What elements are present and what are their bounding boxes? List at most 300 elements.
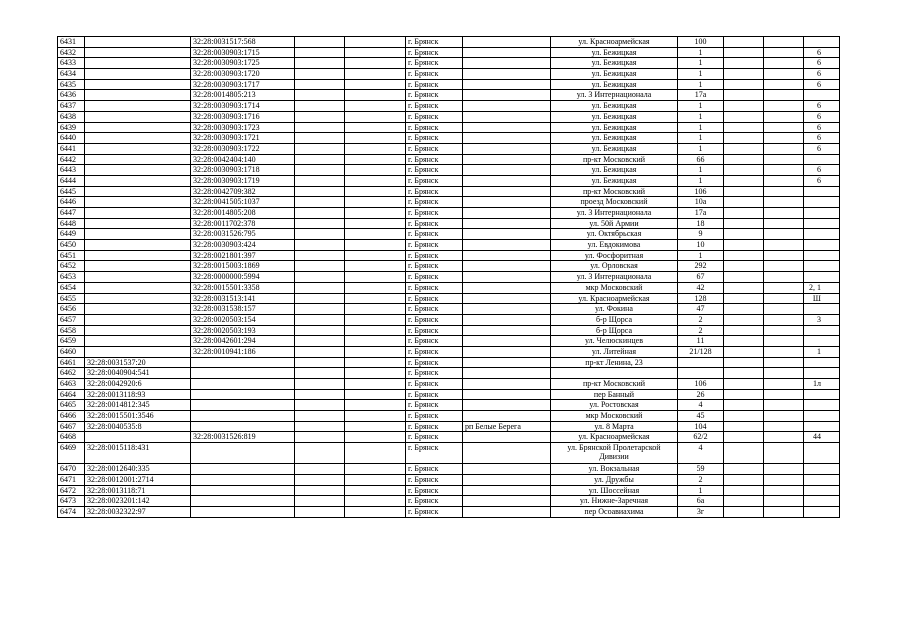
row-number: 6457 (58, 314, 85, 325)
house-number: 1 (678, 250, 724, 261)
extra-number (804, 496, 840, 507)
cadastral-number-b: 32:28:0020503:193 (191, 325, 295, 336)
empty-col-a (295, 143, 345, 154)
row-number: 6460 (58, 346, 85, 357)
cadastral-number-b (191, 506, 295, 517)
extra-number (804, 411, 840, 422)
empty-col-d (764, 336, 804, 347)
empty-col-c (724, 474, 764, 485)
empty-col-b (345, 432, 406, 443)
empty-col-a (295, 218, 345, 229)
extra-number: 3 (804, 314, 840, 325)
empty-col-d (764, 272, 804, 283)
empty-col-b (345, 69, 406, 80)
empty-col-a (295, 47, 345, 58)
empty-col-d (764, 122, 804, 133)
cadastral-number-b: 32:28:0030903:1723 (191, 122, 295, 133)
row-number: 6442 (58, 154, 85, 165)
city: г. Брянск (406, 443, 463, 464)
empty-col-b (345, 218, 406, 229)
table-row (58, 58, 840, 69)
empty-col-b (345, 389, 406, 400)
empty-col-a (295, 69, 345, 80)
house-number: 66 (678, 154, 724, 165)
cadastral-number-a (85, 325, 191, 336)
house-number: 45 (678, 411, 724, 422)
settlement (463, 506, 551, 517)
empty-col-b (345, 421, 406, 432)
cadastral-number-b (191, 485, 295, 496)
settlement (463, 197, 551, 208)
city: г. Брянск (406, 154, 463, 165)
table-row (58, 282, 840, 293)
settlement (463, 314, 551, 325)
settlement (463, 400, 551, 411)
empty-col-c (724, 208, 764, 219)
empty-col-d (764, 111, 804, 122)
row-number: 6469 (58, 443, 85, 464)
cadastral-number-b: 32:28:0042601:294 (191, 336, 295, 347)
cadastral-number-a: 32:28:0042920:6 (85, 379, 191, 390)
settlement (463, 304, 551, 315)
empty-col-c (724, 111, 764, 122)
empty-col-d (764, 443, 804, 464)
extra-number (804, 208, 840, 219)
cadastral-number-b (191, 464, 295, 475)
city: г. Брянск (406, 133, 463, 144)
row-number: 6441 (58, 143, 85, 154)
cadastral-number-b (191, 474, 295, 485)
empty-col-a (295, 133, 345, 144)
empty-col-b (345, 336, 406, 347)
cadastral-number-a (85, 165, 191, 176)
cadastral-number-a (85, 133, 191, 144)
cadastral-number-a (85, 47, 191, 58)
cadastral-number-b: 32:28:0041505:1037 (191, 197, 295, 208)
city: г. Брянск (406, 496, 463, 507)
cadastral-number-b: 32:28:0031517:568 (191, 37, 295, 48)
street: ул. Вокзальная (551, 464, 678, 475)
house-number: 11 (678, 336, 724, 347)
empty-col-d (764, 421, 804, 432)
city: г. Брянск (406, 485, 463, 496)
cadastral-number-b (191, 368, 295, 379)
settlement (463, 101, 551, 112)
cadastral-number-b: 32:28:0030903:1716 (191, 111, 295, 122)
street: ул. Литейная (551, 346, 678, 357)
street: пер Осоавиахима (551, 506, 678, 517)
street: б-р Щорса (551, 314, 678, 325)
cadastral-number-a (85, 111, 191, 122)
settlement (463, 79, 551, 90)
empty-col-c (724, 314, 764, 325)
cadastral-number-b: 32:28:0030903:1719 (191, 175, 295, 186)
house-number: 1 (678, 58, 724, 69)
empty-col-d (764, 186, 804, 197)
house-number: 1 (678, 133, 724, 144)
street: ул. Бежицкая (551, 143, 678, 154)
street: ул. Октябрьская (551, 229, 678, 240)
settlement (463, 261, 551, 272)
empty-col-c (724, 368, 764, 379)
empty-col-c (724, 229, 764, 240)
empty-col-c (724, 37, 764, 48)
cadastral-number-b: 32:28:0030903:424 (191, 240, 295, 251)
extra-number (804, 304, 840, 315)
row-number: 6464 (58, 389, 85, 400)
city: г. Брянск (406, 432, 463, 443)
extra-number: 6 (804, 165, 840, 176)
empty-col-d (764, 250, 804, 261)
cadastral-number-a (85, 432, 191, 443)
empty-col-a (295, 261, 345, 272)
empty-col-a (295, 154, 345, 165)
house-number: 10 (678, 240, 724, 251)
extra-number: 6 (804, 101, 840, 112)
empty-col-d (764, 90, 804, 101)
empty-col-b (345, 506, 406, 517)
empty-col-a (295, 240, 345, 251)
cadastral-number-b (191, 389, 295, 400)
settlement (463, 496, 551, 507)
cadastral-number-b: 32:28:0030903:1715 (191, 47, 295, 58)
table-row (58, 261, 840, 272)
row-number: 6472 (58, 485, 85, 496)
table-row (58, 400, 840, 411)
extra-number (804, 368, 840, 379)
cadastral-number-b: 32:28:0030903:1720 (191, 69, 295, 80)
extra-number: 1л (804, 379, 840, 390)
settlement (463, 186, 551, 197)
cadastral-number-a: 32:28:0031537:20 (85, 357, 191, 368)
empty-col-a (295, 325, 345, 336)
table-row (58, 133, 840, 144)
table-row (58, 47, 840, 58)
city: г. Брянск (406, 261, 463, 272)
empty-col-b (345, 90, 406, 101)
empty-col-c (724, 186, 764, 197)
table-row (58, 443, 840, 464)
extra-number: Ш (804, 293, 840, 304)
settlement (463, 122, 551, 133)
cadastral-number-b: 32:28:0031538:157 (191, 304, 295, 315)
empty-col-b (345, 154, 406, 165)
city: г. Брянск (406, 464, 463, 475)
empty-col-b (345, 272, 406, 283)
house-number: 106 (678, 186, 724, 197)
extra-number (804, 506, 840, 517)
cadastral-number-b: 32:28:0021801:397 (191, 250, 295, 261)
empty-col-a (295, 346, 345, 357)
table-row (58, 346, 840, 357)
settlement (463, 293, 551, 304)
cadastral-number-b: 32:28:0015501:3358 (191, 282, 295, 293)
settlement (463, 69, 551, 80)
city: г. Брянск (406, 272, 463, 283)
city: г. Брянск (406, 58, 463, 69)
settlement (463, 411, 551, 422)
extra-number (804, 464, 840, 475)
empty-col-a (295, 379, 345, 390)
city: г. Брянск (406, 47, 463, 58)
empty-col-c (724, 154, 764, 165)
street: ул. Бежицкая (551, 133, 678, 144)
cadastral-number-a (85, 37, 191, 48)
settlement (463, 90, 551, 101)
table-row (58, 101, 840, 112)
empty-col-c (724, 240, 764, 251)
cadastral-number-a (85, 186, 191, 197)
cadastral-number-a (85, 304, 191, 315)
empty-col-a (295, 175, 345, 186)
cadastral-number-b (191, 496, 295, 507)
empty-col-c (724, 122, 764, 133)
empty-col-d (764, 165, 804, 176)
table-row (58, 506, 840, 517)
street: пр-кт Ленина, 23 (551, 357, 678, 368)
row-number: 6433 (58, 58, 85, 69)
row-number: 6445 (58, 186, 85, 197)
extra-number (804, 229, 840, 240)
row-number: 6456 (58, 304, 85, 315)
cadastral-number-a (85, 293, 191, 304)
row-number: 6468 (58, 432, 85, 443)
city: г. Брянск (406, 122, 463, 133)
row-number: 6451 (58, 250, 85, 261)
city: г. Брянск (406, 368, 463, 379)
city: г. Брянск (406, 208, 463, 219)
settlement (463, 325, 551, 336)
empty-col-b (345, 101, 406, 112)
street: ул. 50й Армии (551, 218, 678, 229)
cadastral-number-a: 32:28:0013118:93 (85, 389, 191, 400)
extra-number (804, 272, 840, 283)
empty-col-d (764, 101, 804, 112)
empty-col-c (724, 506, 764, 517)
house-number: 18 (678, 218, 724, 229)
settlement (463, 154, 551, 165)
row-number: 6459 (58, 336, 85, 347)
cadastral-number-b: 32:28:0030903:1725 (191, 58, 295, 69)
table-row (58, 197, 840, 208)
extra-number: 6 (804, 122, 840, 133)
extra-number (804, 90, 840, 101)
row-number: 6455 (58, 293, 85, 304)
empty-col-a (295, 229, 345, 240)
row-number: 6467 (58, 421, 85, 432)
empty-col-b (345, 175, 406, 186)
table-row (58, 485, 840, 496)
settlement (463, 389, 551, 400)
table-row (58, 37, 840, 48)
settlement (463, 443, 551, 464)
empty-col-a (295, 474, 345, 485)
cadastral-number-b (191, 379, 295, 390)
house-number: 106 (678, 379, 724, 390)
row-number: 6453 (58, 272, 85, 283)
street: проезд Московский (551, 197, 678, 208)
street: ул. Фокина (551, 304, 678, 315)
cadastral-number-a: 32:28:0012001:2714 (85, 474, 191, 485)
street: ул. Бежицкая (551, 58, 678, 69)
empty-col-a (295, 186, 345, 197)
street: ул. 3 Интернационала (551, 272, 678, 283)
empty-col-c (724, 379, 764, 390)
street: пр-кт Московский (551, 154, 678, 165)
empty-col-b (345, 250, 406, 261)
empty-col-c (724, 336, 764, 347)
empty-col-d (764, 175, 804, 186)
table-body (58, 37, 840, 518)
street: пер Банный (551, 389, 678, 400)
empty-col-a (295, 293, 345, 304)
street: ул. 3 Интернационала (551, 208, 678, 219)
house-number: 1 (678, 79, 724, 90)
extra-number (804, 400, 840, 411)
empty-col-a (295, 357, 345, 368)
settlement (463, 218, 551, 229)
city: г. Брянск (406, 346, 463, 357)
house-number: 17а (678, 90, 724, 101)
extra-number: 1 (804, 346, 840, 357)
empty-col-b (345, 122, 406, 133)
empty-col-b (345, 346, 406, 357)
house-number: 21/128 (678, 346, 724, 357)
street: ул. Орловская (551, 261, 678, 272)
table-row (58, 314, 840, 325)
table-row (58, 218, 840, 229)
street (551, 368, 678, 379)
row-number: 6436 (58, 90, 85, 101)
empty-col-c (724, 346, 764, 357)
table-row (58, 389, 840, 400)
cadastral-number-b (191, 443, 295, 464)
house-number: 47 (678, 304, 724, 315)
extra-number: 6 (804, 69, 840, 80)
street: мкр Московский (551, 411, 678, 422)
cadastral-number-a (85, 122, 191, 133)
empty-col-c (724, 421, 764, 432)
empty-col-d (764, 346, 804, 357)
cadastral-number-a: 32:28:0023201:142 (85, 496, 191, 507)
empty-col-a (295, 314, 345, 325)
empty-col-d (764, 208, 804, 219)
register-table (57, 36, 840, 518)
row-number: 6454 (58, 282, 85, 293)
empty-col-d (764, 282, 804, 293)
empty-col-d (764, 37, 804, 48)
city: г. Брянск (406, 474, 463, 485)
extra-number: 6 (804, 79, 840, 90)
table-row (58, 208, 840, 219)
row-number: 6443 (58, 165, 85, 176)
cadastral-number-b (191, 411, 295, 422)
extra-number (804, 389, 840, 400)
cadastral-number-b (191, 357, 295, 368)
street: ул. Брянской Пролетарской Дивизии (551, 443, 678, 464)
house-number: 1 (678, 175, 724, 186)
empty-col-b (345, 58, 406, 69)
empty-col-a (295, 506, 345, 517)
row-number: 6446 (58, 197, 85, 208)
empty-col-a (295, 368, 345, 379)
table-row (58, 165, 840, 176)
extra-number (804, 443, 840, 464)
empty-col-a (295, 90, 345, 101)
document-page (57, 36, 840, 518)
empty-col-c (724, 175, 764, 186)
empty-col-b (345, 464, 406, 475)
settlement (463, 474, 551, 485)
street: ул. Красноармейская (551, 432, 678, 443)
row-number: 6431 (58, 37, 85, 48)
street: ул. Ростовская (551, 400, 678, 411)
empty-col-b (345, 47, 406, 58)
street: б-р Щорса (551, 325, 678, 336)
house-number: 2 (678, 314, 724, 325)
cadastral-number-a (85, 240, 191, 251)
cadastral-number-a (85, 69, 191, 80)
settlement (463, 143, 551, 154)
empty-col-b (345, 314, 406, 325)
empty-col-c (724, 304, 764, 315)
extra-number: 6 (804, 143, 840, 154)
empty-col-d (764, 325, 804, 336)
row-number: 6432 (58, 47, 85, 58)
street: ул. 3 Интернационала (551, 90, 678, 101)
cadastral-number-a: 32:28:0015118:431 (85, 443, 191, 464)
street: ул. Нижне-Заречная (551, 496, 678, 507)
house-number: 1 (678, 111, 724, 122)
cadastral-number-b: 32:28:0030903:1714 (191, 101, 295, 112)
extra-number: 6 (804, 47, 840, 58)
empty-col-d (764, 47, 804, 58)
empty-col-d (764, 432, 804, 443)
empty-col-b (345, 143, 406, 154)
extra-number: 6 (804, 58, 840, 69)
house-number: 128 (678, 293, 724, 304)
settlement (463, 250, 551, 261)
settlement (463, 165, 551, 176)
cadastral-number-b: 32:28:0014805:213 (191, 90, 295, 101)
city: г. Брянск (406, 240, 463, 251)
city: г. Брянск (406, 186, 463, 197)
row-number: 6437 (58, 101, 85, 112)
street: ул. Дружбы (551, 474, 678, 485)
street: ул. Бежицкая (551, 101, 678, 112)
settlement (463, 58, 551, 69)
house-number: 6а (678, 496, 724, 507)
house-number: 104 (678, 421, 724, 432)
city: г. Брянск (406, 314, 463, 325)
house-number (678, 368, 724, 379)
row-number: 6471 (58, 474, 85, 485)
house-number: 4 (678, 443, 724, 464)
empty-col-c (724, 485, 764, 496)
settlement (463, 37, 551, 48)
empty-col-d (764, 474, 804, 485)
cadastral-number-b: 32:28:0031526:795 (191, 229, 295, 240)
street: ул. Евдокимова (551, 240, 678, 251)
cadastral-number-a: 32:28:0040535:8 (85, 421, 191, 432)
street: ул. Челюскинцев (551, 336, 678, 347)
empty-col-a (295, 122, 345, 133)
row-number: 6434 (58, 69, 85, 80)
settlement (463, 464, 551, 475)
extra-number (804, 474, 840, 485)
street: мкр Московский (551, 282, 678, 293)
city: г. Брянск (406, 411, 463, 422)
